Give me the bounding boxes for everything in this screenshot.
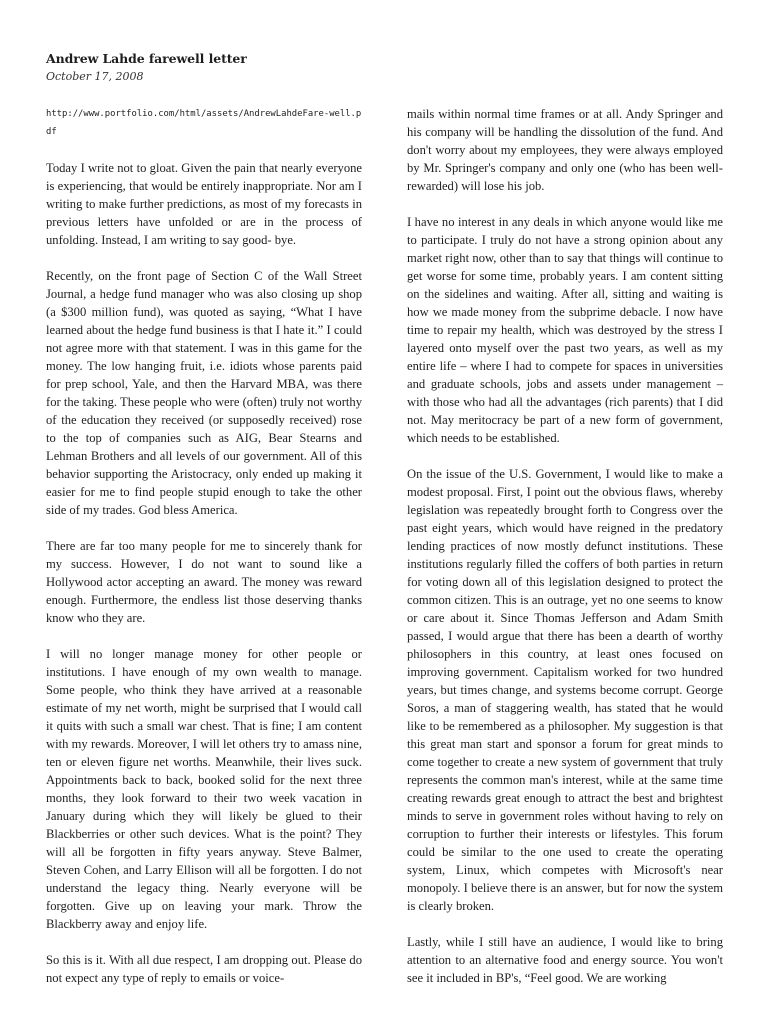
document-date: October 17, 2008 bbox=[46, 70, 144, 83]
right-column bbox=[407, 105, 723, 1005]
paragraph: There are far too many people for me to sincerely thank for my success. However, I do not want to sound like a Hollywood actor accepting an award. The money was reward enough. Furthermore, the endless list those deserving thanks know who they are. bbox=[46, 539, 362, 625]
source-url[interactable]: http://www.portfolio.com/html/assets/AndrewLahdeFare-well.pdf bbox=[46, 109, 362, 137]
document-title: Andrew Lahde farewell letter bbox=[46, 51, 247, 66]
paragraph: Today I write not to gloat. Given the pain that nearly everyone is experiencing, that would be entirely inappropriate. Nor am I writing to make further predictions, as most of my forecasts in previous letters have unfolded or are in the process of unfolding. Instead, I am writing to say good- bye. bbox=[46, 161, 362, 247]
paragraph: mails within normal time frames or at all. Andy Springer and his company will be handling the dissolution of the fund. And don't worry about my employees, they were always employed by Mr. Springer's company and only one (who has been well-rewarded) will lose his job. bbox=[407, 107, 723, 193]
paragraph: Recently, on the front page of Section C of the Wall Street Journal, a hedge fund manager who was also closing up shop (a $300 million fund), was quoted as saying, “What I have learned about the hedge fund business is that I hate it.” I could not agree more with that statement. I was in this game for the money. The low hanging fruit, i.e. idiots whose parents paid for prep school, Yale, and then the Harvard MBA, was there for the taking. These people who were (often) truly not worthy of the education they received (or supposedly received) rose to the top of companies such as AIG, Bear Stearns and Lehman Brothers and all levels of our government. All of this behavior supporting the Aristocracy, only ended up making it easier for me to find people stupid enough to take the other side of my trades. God bless America. bbox=[46, 269, 362, 517]
paragraph: I will no longer manage money for other people or institutions. I have enough of my own wealth to manage. Some people, who think they have arrived at a reasonable estimate of my net worth, might be surprised that I would call it quits with such a small war chest. That is fine; I am content with my rewards. Moreover, I will let others try to amass nine, ten or eleven figure net worths. Meanwhile, their lives suck. Appointments back to back, booked solid for the next three months, they look forward to their two week vacation in January during which they will likely be glued to their Blackberries or other such devices. What is the point? They will all be forgotten in fifty years anyway. Steve Balmer, Steven Cohen, and Larry Ellison will all be forgotten. I do not understand the legacy thing. Nearly everyone will be forgotten. Give up on leaving your mark. Throw the Blackberry away and enjoy life. bbox=[46, 647, 362, 931]
paragraph: On the issue of the U.S. Government, I would like to make a modest proposal. First, I point out the obvious flaws, whereby legislation was repeatedly brought forth to Congress over the past eight years, which would have reigned in the predatory lending practices of now mostly defunct institutions. These institutions regularly filled the coffers of both parties in return for voting down all of this legislation designed to protect the common citizen. This is an outrage, yet no one seems to know or care about it. Since Thomas Jefferson and Adam Smith passed, I would argue that there has been a dearth of worthy philosophers in this country, at least ones focused on improving government. Capitalism worked for two hundred years, but times change, and systems become corrupt. George Soros, a man of staggering wealth, has stated that he would like to be remembered as a philosopher. My suggestion is that this great man start and sponsor a forum for great minds to come together to create a new system of government that truly represents the common man's interest, while at the same time creating rewards great enough to attract the best and brightest minds to serve in government roles without having to rely on corruption to further their interests or lifestyles. This forum could be similar to the one used to create the operating system, Linux, which competes with Microsoft's near monopoly. I believe there is an answer, but for now the system is clearly broken. bbox=[407, 467, 723, 913]
paragraph: Lastly, while I still have an audience, I would like to bring attention to an alternative food and energy source. You won't see it included in BP's, “Feel good. We are working bbox=[407, 935, 723, 985]
paragraph: So this is it. With all due respect, I am dropping out. Please do not expect any type of reply to emails or voice- bbox=[46, 953, 362, 985]
paragraph: I have no interest in any deals in which anyone would like me to participate. I truly do not have a strong opinion about any market right now, other than to say that things will continue to get worse for some time, probably years. I am content sitting on the sidelines and waiting. After all, sitting and waiting is how we made money from the subprime debacle. I now have time to repair my health, which was destroyed by the stress I layered onto myself over the past two years, as well as my entire life – where I had to compete for spaces in universities and graduate schools, jobs and assets under management – with those who had all the advantages (rich parents) that I did not. May meritocracy be part of a new form of government, which needs to be established. bbox=[407, 215, 723, 445]
left-column bbox=[46, 105, 362, 1005]
